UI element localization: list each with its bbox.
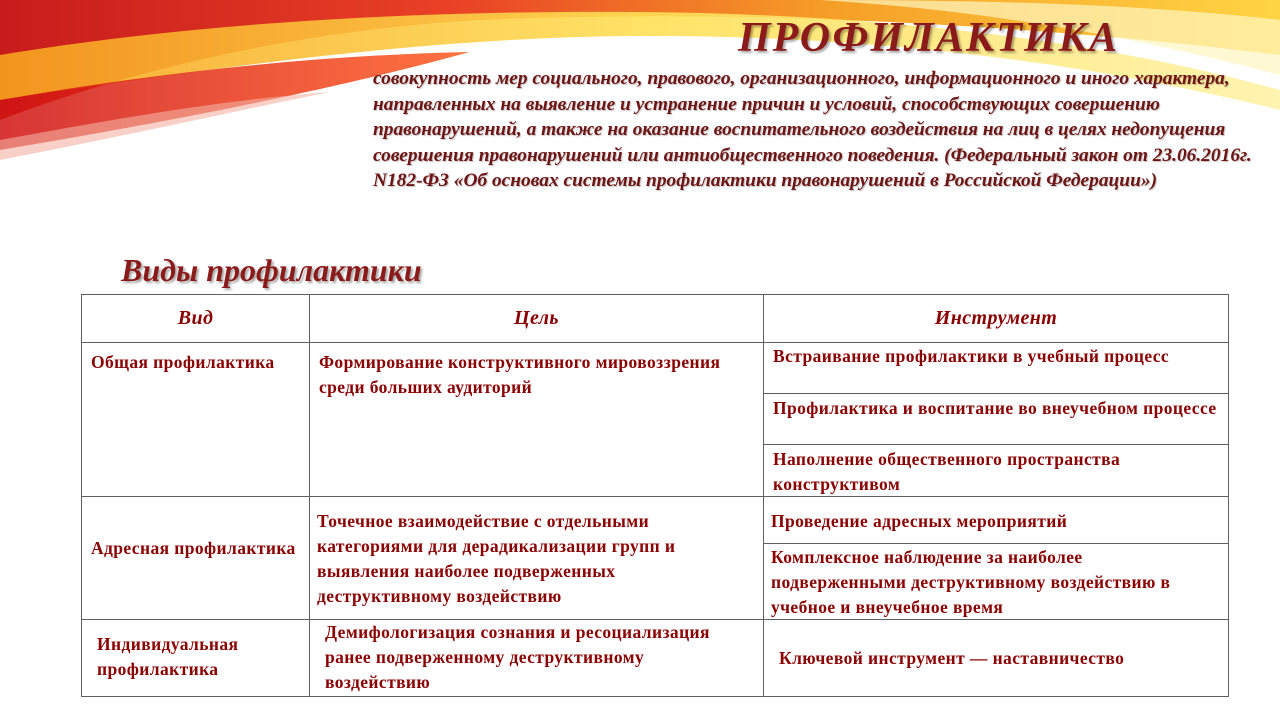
row-general-tool-3: Наполнение общественного пространства конструктивом xyxy=(763,444,1229,497)
row-general-goal: Формирование конструктивного мировоззрения среди больших аудиторий xyxy=(309,342,764,497)
row-targeted-tool-2: Комплексное наблюдение за наиболее подверженными деструктивному воздействию в учебное и внеучебное время xyxy=(763,543,1229,620)
definition-text: совокупность мер социального, правового, организационного, информационного и иного характера, направленных на выявление и устранение причин и условий, способствующих совершению правонарушений, а также на оказание воспитательного воздействия на лиц в целях недопущения совершения правонарушений или антиобщественного поведения. (Федеральный закон от 23.06.2016г. N182-ФЗ «Об основах системы профилактики правонарушений в Российской Федерации») xyxy=(373,68,1252,191)
row-general-tool-2: Профилактика и воспитание во внеучебном процессе xyxy=(763,393,1229,445)
table-header-goal: Цель xyxy=(309,294,764,343)
row-individual-tool-1: Ключевой инструмент — наставничество xyxy=(763,619,1229,697)
row-targeted-goal: Точечное взаимодействие с отдельными категориями для дерадикализации групп и выявления наиболее подверженных деструктивному воздействию xyxy=(309,496,764,620)
table-header-kind: Вид xyxy=(81,294,310,343)
row-individual-goal: Демифологизация сознания и ресоциализация ранее подверженному деструктивному воздействию xyxy=(309,619,764,697)
row-individual-kind: Индивидуальная профилактика xyxy=(81,619,310,697)
row-targeted-kind: Адресная профилактика xyxy=(81,496,310,620)
row-general-tool-1: Встраивание профилактики в учебный процесс xyxy=(763,342,1229,394)
row-targeted-tool-1: Проведение адресных мероприятий xyxy=(763,496,1229,544)
table-header-tool: Инструмент xyxy=(763,294,1229,343)
slide-title: ПРОФИЛАКТИКА xyxy=(738,15,1120,61)
row-general-kind: Общая профилактика xyxy=(81,342,310,497)
section-subtitle: Виды профилактики xyxy=(121,252,422,288)
prevention-types-table xyxy=(81,294,1229,697)
